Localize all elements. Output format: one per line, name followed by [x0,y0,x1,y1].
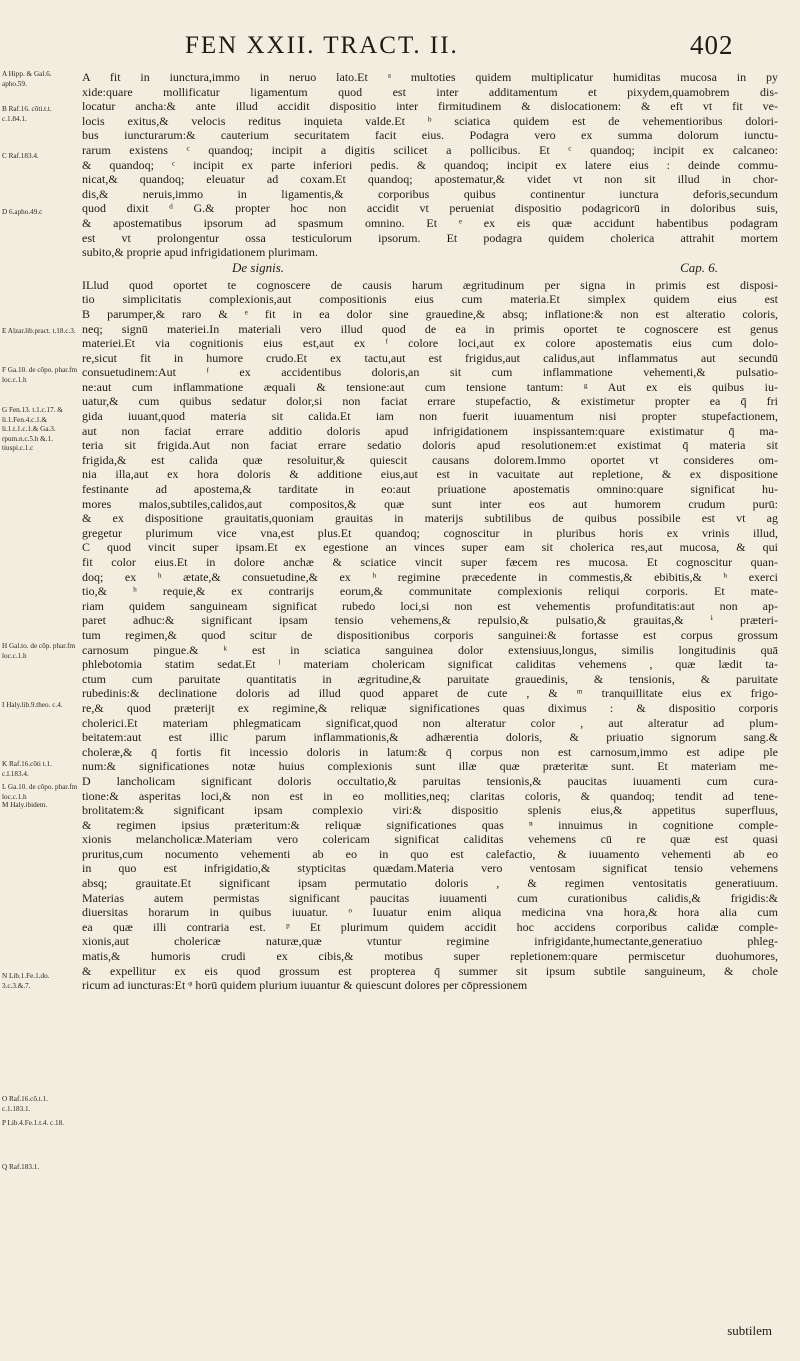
margin-note [2,152,78,162]
margin-note [2,1119,78,1129]
text-line: Materias autem permistas significant paucitas iuuamenti cum curationibus calidis,& frigidis:& [82,890,778,905]
margin-note [2,406,78,454]
text-line: gregetur plurimum vice vna,est plus.Et quandoq; cognoscitur in pluribus horis ex vrinis illud, [82,525,778,540]
text-line: diuersitas horarum in quibus iuuatur. ᵒ Iuuatur enim aliqua medicina vna hora,& hora alia cum [82,905,778,920]
text-line: materiei.Et via cognitionis eius est,aut ex ᶠ colore loci,aut ex colore apostematis eius cum dolo- [82,336,778,351]
text-line: uatur,& cum quibus sedatur dolor,si non faciat errare stupefactio, & existimetur propter ea q̄ fri [82,394,778,409]
paragraph-signs [82,278,778,993]
text-line: consuetudinem:Aut ᶠ ex accidentibus doloris,an sit cum inflammatione vehementi,& pulsatio- [82,365,778,380]
text-line: gida iuuant,quod materia sit calida.Et iam non fuerit iuuamentum nisi propter stupefactionem, [82,409,778,424]
text-line: D lancholicam significant doloris occultatio,& paruitas tensionis,& paucitas iuuamenti cum cura- [82,773,778,788]
text-line: mores malos,subtiles,calidos,aut compositos,& quæ sunt inter eos aut humorem crudum purū: [82,496,778,511]
margin-note [2,1163,78,1173]
text-line: phlebotomia statim sedat.Et ˡ materiam cholericam significat caliditas vehemens , quæ lædit ta- [82,657,778,672]
margin-note [2,701,78,711]
text-line: & apostematibus ipsorum ad spasmum omnino. Et ᵉ ex eis quæ accidunt habentibus podagram [82,215,778,230]
text-line: subito,& proprie apud infrigidationem plurimam. [82,245,318,260]
main-text [82,70,778,993]
text-line: brolitatem:& significant ipsam complexio viri:& dispositio splenis eius,& appetitus superfluus, [82,803,778,818]
text-line: locis exitus,& velocis reditus inquieta valde.Et ᵇ sciatica quidem est de vehementioribus dolori- [82,113,778,128]
text-line: est vt prolongentur ossa testiculorum ipsorum. Et podagra quidem cholerica attrahit mortem [82,230,778,245]
margin-note-text: G Fen.13. t.1.c.17. & li.1.Fen.4.c.1.& li.1.t.1.c.1.& Ga.3. rpum.n.c.5.h &.1. tiuspi.c.1.c [2,406,63,452]
text-line: & ex dispositione grauitatis,quoniam grauitas in materijs subtilibus de quibus possibile est vt ag [82,511,778,526]
margin-note [2,642,78,661]
text-line: A fit in iunctura,immo in neruo lato.Et ᵃ multoties quidem multiplicatur humiditas mucosa in py [82,70,778,84]
text-line: & quandoq; ᶜ incipit ex parte inferiori pedis. & quandoq; incipit ex latere eius : deinde commu- [82,157,778,172]
text-line: xionis,aut cholericæ naturæ,quæ vtuntur regimine infrigidante,humectante,generatiuo phleg- [82,934,778,949]
text-line: ea quæ illi contraria est. ᵖ Et plurimum quidem accidit hoc accidens corporibus calidæ comple- [82,919,778,934]
margin-note [2,783,78,802]
text-line: carnosum pingue.& ᵏ est in sciatica sanguinea dolor extensiuus,longus, similis longitudinis quā [82,642,778,657]
margin-note-text: K Raf.16.cōti t.1. c.l.183.4. [2,760,52,778]
text-line: neq; signū materiei.In materiali vero illud quod de ea in primis oportet te cognoscere est genus [82,321,778,336]
text-line: cholerici.Et materiam phlegmaticam significat,quod non alteratur color , aut alteratur ad plum- [82,715,778,730]
text-line: absq; grauitate.Et significant ipsam permutatio doloris , & regimen ventositatis generatiuum. [82,876,778,891]
text-line: & expellitur ex eis quod grossum est propterea q̄ summer sit ipsum subtile sanguineum, & chole [82,963,778,978]
margin-note-text: F Ga.10. de cōpo. phar.fm loc.c.1.h [2,366,78,384]
margin-note-text: B Raf.16. cōti.t.t. c.1.84.1. [2,105,52,123]
text-line: aut non faciat errare additio doloris apud infrigidationem inspissantem:quare existimatur q̄ ma- [82,423,778,438]
margin-note-text: N Lib.1.Fe.1.do. 3.c.3.&.7. [2,972,50,990]
margin-note [2,208,78,218]
text-line: xionis melancholicæ.Materiam vero colericam significat caliditas vehemens cū re quæ est quasi [82,832,778,847]
running-title: FEN XXII. TRACT. II. [185,32,459,59]
text-line: paret adhuc:& significant ipsam tensio vehemens,& repulsio,& pulsatio,& grauitas,& ⁱ præteri- [82,613,778,628]
text-line: nicat,& quandoq; eleuatur ad coxam.Et quandoq; apostematur,& videt vt non sit illud in chor- [82,172,778,187]
margin-note-text: M Haly.ibidem. [2,801,48,809]
text-line: num:& significationes notæ huius complexionis sunt illæ quæ præteritæ sunt. Et materiam me- [82,759,778,774]
text-line: dis,& neruis,immo in ligamentis,& corporibus quibus continentur iunctura deforis,secundum [82,186,778,201]
margin-note [2,366,78,385]
text-line: tio,& ʰ requie,& ex contrarijs eorum,& communitate complexionis reliqui corporis. Et mate- [82,584,778,599]
text-line: ne:aut cum inflammatione æquali & tensione:aut cum tensione tantum: ᵍ Aut ex eis quibus iu- [82,379,778,394]
margin-note-text: A Hipp. & Gal.6. apho.59. [2,70,52,88]
margin-note-text: P Lib.4.Fe.1.t.4. c.18. [2,1119,65,1127]
margin-note-text: L Ga.10. de cōpo. phar.fm loc.c.1.h [2,783,78,801]
text-line: beitatem:aut est illic parum inflammationis,& adhærentia doloris, & priuatio signorum sang.& [82,730,778,745]
text-line: ricum ad iuncturas:Et ᵠ horū quidem plurium iuuantur & quiescunt dolores per cōpressionem [82,978,528,993]
margin-note [2,1095,78,1114]
text-line: teria sit frigida.Aut non faciat errare sedatio doloris apud resolutionem:et existimat q̄ materia sit [82,438,778,453]
text-line: in quo est infrigidatio,& stypticitas quædam.Materia vero ventosam significat tensio vehemens [82,861,778,876]
text-line: fit color eius.Et in dolore anchæ & sciatice vincit super fæcem res mucosa. Et cognoscitur quan- [82,555,778,569]
text-line: matis,& humoris crudi ex cibis,& motibus super repletionem:quare permiscetur duohumores, [82,949,778,964]
margin-note-text: C Raf.183.4. [2,152,39,160]
text-line: quod dixit ᵈ G.& propter hoc non accidit vt perueniat dispositio podagricorū in doloribus suis, [82,201,778,216]
text-line: C quod vincit super ipsam.Et ex egestione an vinces super eam sit cholerica res,aut mucosa, & qui [82,540,778,555]
margin-note-text: Q Raf.183.1. [2,1163,40,1171]
margin-note [2,105,78,124]
margin-note-text: D 6.apho.49.c [2,208,43,216]
margin-note-text: H Gal.to. de cōp. phar.fm loc.c.1.h [2,642,76,660]
text-line: ILlud quod oportet te cognoscere de causis harum ægritudinum per signa in primis est disposi- [82,277,778,292]
page-number: 402 [690,30,734,60]
section-heading [82,260,778,278]
text-line: B parumper,& raro & ᵉ fit in ea dolor sine grauedine,& absq; inflatione:& non est alteratio coloris, [82,306,778,321]
text-line: rarum existens ᶜ quandoq; incipit a digitis scilicet a pollicibus. Et ᶜ quandoq; incipit ex calcaneo: [82,142,778,157]
text-line: pruritus,cum nocumento vehementi ab eo in quo est calefactio, & iuuamento vehementi ab eo [82,846,778,861]
text-line: tio simplicitatis complexionis,aut compositionis eius cum materia.Et simplex quidem eius est [82,292,778,307]
text-line: tione:& asperitas loci,& non est in eo mollities,neq; claritas coloris, & quandoq; tendit ad tene- [82,788,778,803]
margin-note-text: I Haly.lib.9.theo. c.4. [2,701,63,709]
chapter-number: Cap. 6. [680,259,718,275]
text-line: doq; ex ʰ ætate,& consuetudine,& ex ʰ regimine præcedente in commestis,& ebibitis,& ʰ exerci [82,569,778,584]
text-line: riam quidem sanguineam significat rubedo loci,si non est vehementis profunditatis:aut non ap- [82,598,778,613]
margin-note [2,327,78,337]
text-line: xide:quare mollificatur ligamentum quod est inter additamentum et pixydem,quamobrem dis- [82,84,778,99]
catchword: subtilem [727,1323,772,1338]
margin-note [2,760,78,779]
text-line: nia illa,aut ex hora doloris & additione eius,aut est in vacuitate aut repletione, & ex dispositione [82,467,778,482]
margin-note [2,972,78,991]
text-line: bus iuncturarum:& cauterium securitatem facit eius. Podagra vero ex summa dolorum iunctu- [82,128,778,143]
text-line: ctum cum paruitate quantitatis in ægritudine,& paruitate grauedinis, & tensionis, & paruitate [82,671,778,686]
text-line: festinante ad apostema,& tarditate in eo:aut priuatione apostematis omnino:quare significat hu- [82,482,778,497]
text-line: & regimen ipsius præteritum:& reliquæ significationes quas ⁿ innuimus in cognitione comple- [82,817,778,832]
margin-note-text: O Raf.16.cō.t.1. c.1.183.1. [2,1095,48,1113]
text-line: choleræ,& q̄ fortis fit incessio doloris in latum:& q̄ corpus non est carnosum,immo est adipe ple [82,744,778,759]
text-line: re,sicut fit in humore crudo.Et ex tactu,aut est frigidus,aut calidus,aut inflammatus aut secundū [82,350,778,365]
margin-note [2,70,78,89]
paragraph-podagra [82,70,778,260]
text-line: frigida,& est calida quæ resoluitur,& quiescit causans dolorem.Immo oportet vt consideres om- [82,452,778,467]
text-line: re,& quod præterijt ex regimine,& reliquæ significationes quas diximus : & dispositio corporis [82,700,778,715]
section-title: De signis. [232,259,284,275]
text-line: locatur ancha:& ante illud accidit dispositio inter firmitudinem & dislocationem: & eft vt fit ve- [82,99,778,114]
margin-note [2,801,78,811]
margin-notes [0,70,78,1360]
page-header [0,30,800,70]
margin-note-text: E Alzar.lib.pract. t.18.c.3. [2,327,76,335]
text-line: tum regimen,& quod scitur de dispositionibus corporis sanguinei:& fortasse est corpus grossum [82,627,778,642]
text-line: rubedinis:& declinatione doloris ad illud quod apparet de cute , & ᵐ tranquillitate eius ex frigo- [82,686,778,701]
